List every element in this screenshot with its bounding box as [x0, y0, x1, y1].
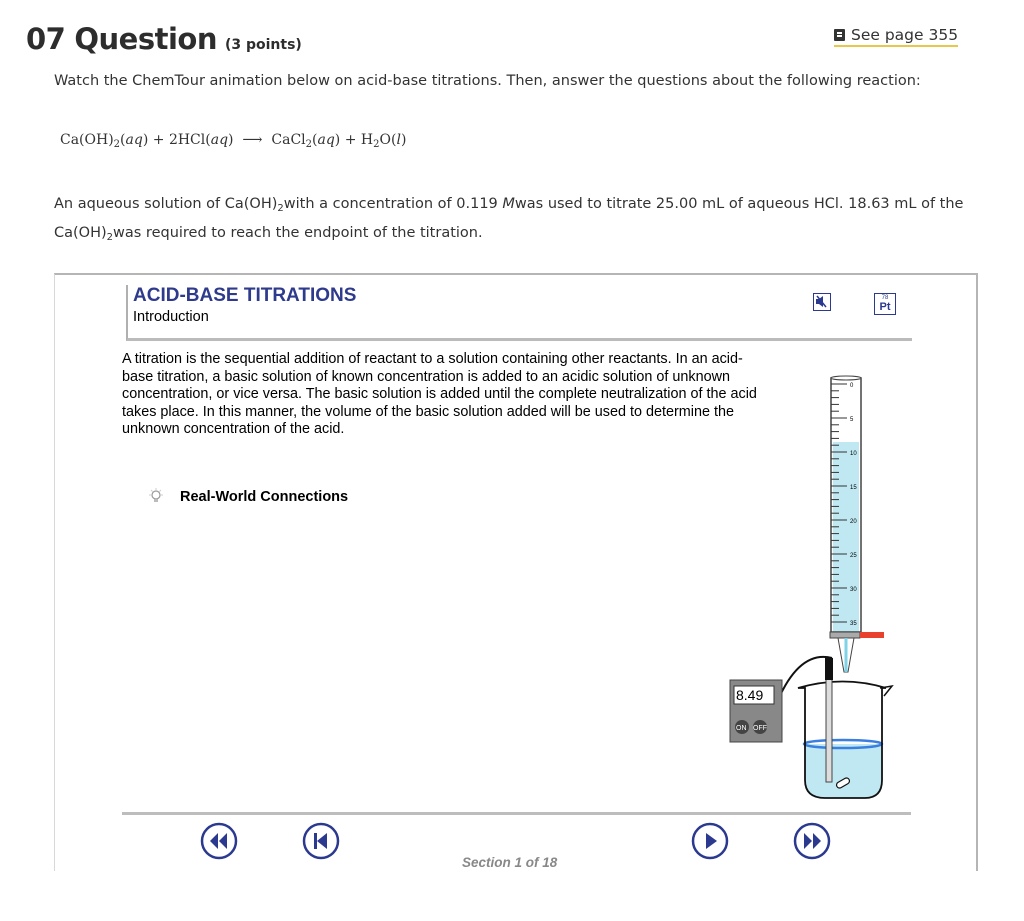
mute-button[interactable] — [813, 293, 831, 311]
problem-text-2: with a concentration of 0.119 — [283, 196, 503, 212]
problem-text-1: An aqueous solution of Ca(OH) — [54, 196, 278, 212]
eq-product2: H — [360, 132, 374, 148]
burette-tick-label: 30 — [850, 587, 857, 593]
burette-tick-label: 35 — [850, 621, 857, 627]
burette-tick-label: 25 — [850, 553, 857, 559]
ph-electrode — [826, 664, 832, 782]
real-world-connections-link[interactable] — [148, 488, 348, 506]
problem-sub-2: 2 — [106, 232, 114, 243]
section-indicator: Section 1 of 18 — [462, 855, 558, 870]
problem-sub-1: 2 — [277, 203, 284, 214]
eq-reactant2: 2HCl — [168, 132, 206, 148]
stopcock-left — [830, 632, 860, 638]
stopcock-handle — [860, 632, 884, 638]
eq-sub3: 2 — [373, 139, 380, 150]
eq-state4: l — [396, 132, 401, 148]
animation-body-text: A titration is the sequential addition of reactant to a solution containing other reactants. In an acid-base titration, a basic solution of known concentration is added to an acidic solution of unknown concentration, or vice versa. The basic solution is added until the complete neutralization of the acid takes place. In this manner, the volume of the basic solution added will be used to determine the unknown concentration of the acid. — [122, 351, 757, 437]
question-word: Question — [74, 22, 217, 56]
burette-tick-label: 0 — [850, 383, 854, 389]
eq-product1: CaCl — [271, 132, 306, 148]
burette-top — [831, 376, 861, 380]
first-section-button[interactable] — [302, 822, 340, 860]
rewind-icon — [200, 822, 238, 860]
ph-meter-reading: 8.49 — [736, 687, 764, 703]
ph-electrode-cap — [825, 658, 833, 680]
eq-reactant1: Ca(OH) — [60, 132, 114, 148]
burette-tick-label: 15 — [850, 485, 857, 491]
eq-product2b: O — [379, 132, 391, 148]
eq-state2: aq — [210, 132, 229, 148]
fast-forward-button[interactable] — [793, 822, 831, 860]
problem-molarity-unit: M — [502, 196, 515, 212]
animation-title-bar — [126, 285, 912, 341]
meter-off-label: OFF — [753, 725, 767, 732]
pt-atomic-number: 78 — [881, 295, 889, 301]
titration-apparatus — [720, 370, 900, 805]
eq-plus2: + — [344, 132, 357, 148]
reaction-equation: $Ca(OH)_2(aq) + 2HCl(aq)$ ⟶ CaCl$_2$(aq) + $H_2O(l)$ — [60, 132, 407, 150]
animation-subtitle: Introduction — [133, 309, 209, 325]
play-button[interactable] — [691, 822, 729, 860]
see-page-link[interactable] — [834, 26, 958, 47]
question-points: (3 points) — [224, 37, 302, 53]
play-icon — [691, 822, 729, 860]
rewind-button[interactable] — [200, 822, 238, 860]
burette-liquid — [833, 442, 859, 632]
see-page-label: See page 355 — [851, 26, 959, 44]
problem-text-3: was used to titrate 25.00 mL of aqueous HCl. 18.63 mL of the — [514, 196, 964, 212]
beaker-liquid — [805, 744, 882, 798]
question-number: 07 — [26, 22, 66, 56]
periodic-table-button[interactable] — [874, 293, 896, 315]
real-world-label: Real-World Connections — [180, 489, 349, 505]
skip-to-start-icon — [302, 822, 340, 860]
lightbulb-icon — [148, 488, 164, 506]
eq-state3: aq — [317, 132, 335, 148]
eq-plus1: + — [152, 132, 165, 148]
burette-tick-label: 20 — [850, 519, 857, 525]
eq-state1: aq — [125, 132, 143, 148]
meter-on-label: ON — [736, 725, 747, 732]
question-intro: Watch the ChemTour animation below on acid-base titrations. Then, answer the questions about the following reaction: — [54, 73, 921, 89]
pt-symbol: Pt — [879, 301, 891, 313]
fast-forward-icon — [793, 822, 831, 860]
burette-tick-label: 10 — [850, 451, 857, 457]
speaker-mute-icon — [814, 294, 829, 309]
problem-text-4: Ca(OH) — [54, 225, 107, 241]
question-header — [26, 22, 302, 56]
nav-divider — [122, 812, 911, 815]
eq-sub1: 2 — [113, 139, 121, 150]
problem-text-5: was required to reach the endpoint of the titration. — [113, 225, 483, 241]
problem-statement — [54, 192, 984, 250]
animation-title: ACID-BASE TITRATIONS — [133, 285, 357, 306]
book-icon — [834, 29, 845, 41]
eq-sub2: 2 — [305, 139, 313, 150]
eq-arrow: ⟶ — [242, 132, 263, 148]
burette-tick-label: 5 — [850, 417, 854, 423]
